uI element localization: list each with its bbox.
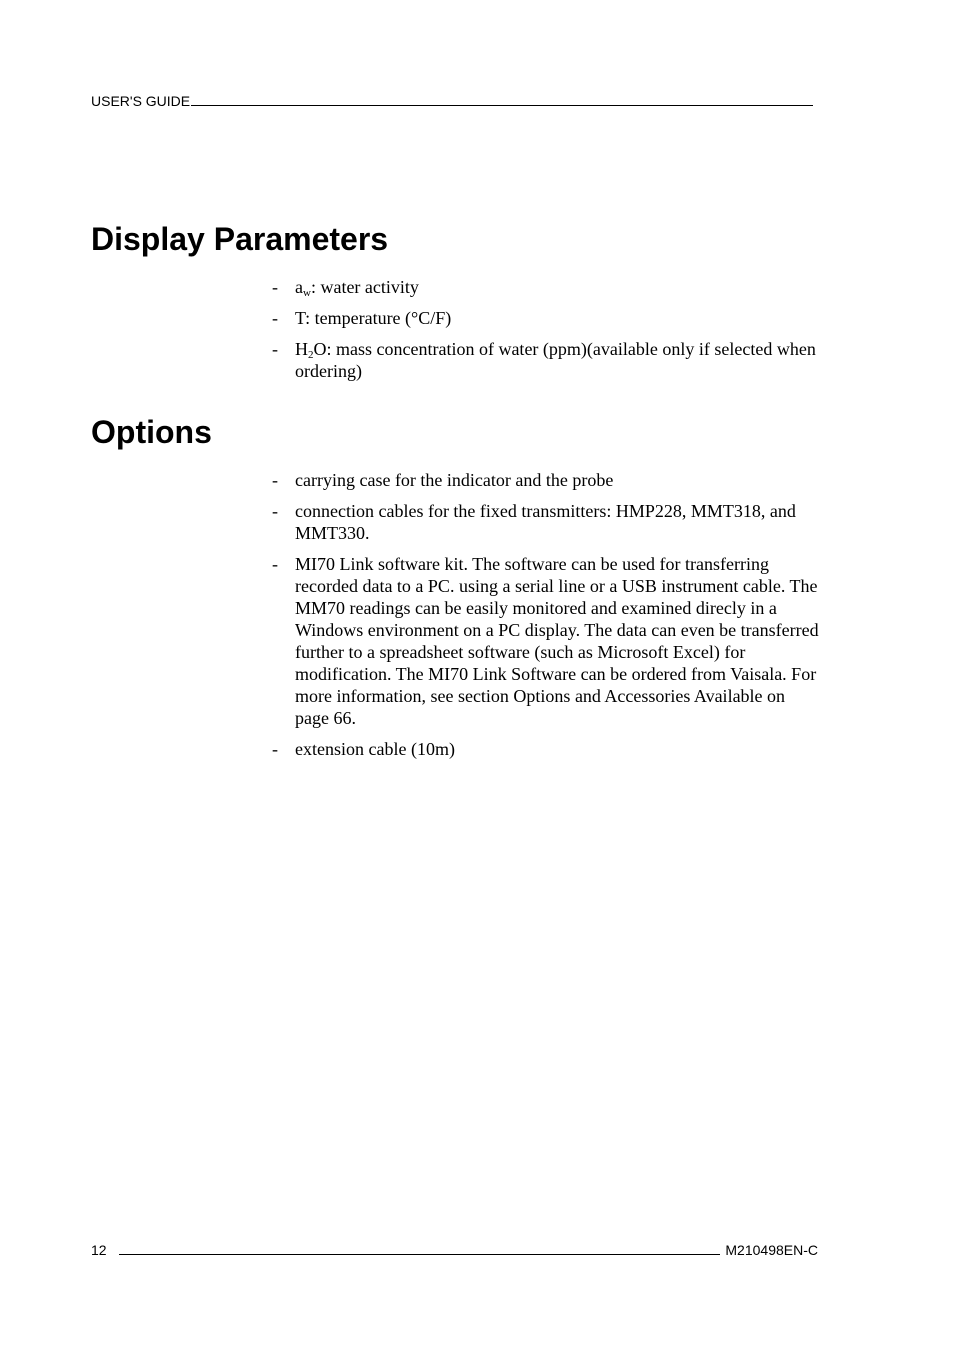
header-rule xyxy=(191,105,813,106)
heading-options: Options xyxy=(91,414,212,450)
list-item: - extension cable (10m) xyxy=(272,739,455,759)
list-item: - carrying case for the indicator and the probe xyxy=(272,470,614,490)
running-footer xyxy=(91,1240,818,1258)
document-code: M210498EN-C xyxy=(725,1242,818,1258)
list-item: - connection cables for the fixed transmitters: HMP228, MMT318, and MMT330. xyxy=(272,501,796,543)
display-parameters-list xyxy=(270,276,820,391)
list-item: - MI70 Link software kit. The software can be used for transferring recorded data to a PC. using a serial line or a USB instrument cable. The MM70 readings can be easily monitored and examined direcly in a Windows environment on a PC display. The data can even be transferred further to a spreadsheet software (such as Microsoft Excel) for modification. The MI70 Link Software can be ordered from Vaisala. For more information, see section Options and Accessories Available on page 66. xyxy=(272,554,819,728)
list-item: - $a_w$: water activity xyxy=(272,277,419,299)
options-list xyxy=(270,469,820,769)
header-title: USER'S GUIDE xyxy=(91,93,191,109)
bullet-dash: - xyxy=(272,554,278,574)
bullet-dash: - xyxy=(272,308,278,328)
page-number: 12 xyxy=(91,1242,107,1258)
bullet-dash: - xyxy=(272,501,278,521)
heading-display-parameters: Display Parameters xyxy=(91,221,389,257)
list-item: - T: temperature (°C/F) xyxy=(272,308,452,328)
bullet-dash: - xyxy=(272,339,278,359)
bullet-dash: - xyxy=(272,277,278,297)
bullet-dash: - xyxy=(272,739,278,759)
footer-rule xyxy=(119,1254,721,1255)
bullet-dash: - xyxy=(272,470,278,490)
running-header xyxy=(91,91,813,109)
list-item: - $H_2O$: mass concentration of water (ppm)(available only if selected when ordering) xyxy=(272,339,816,381)
